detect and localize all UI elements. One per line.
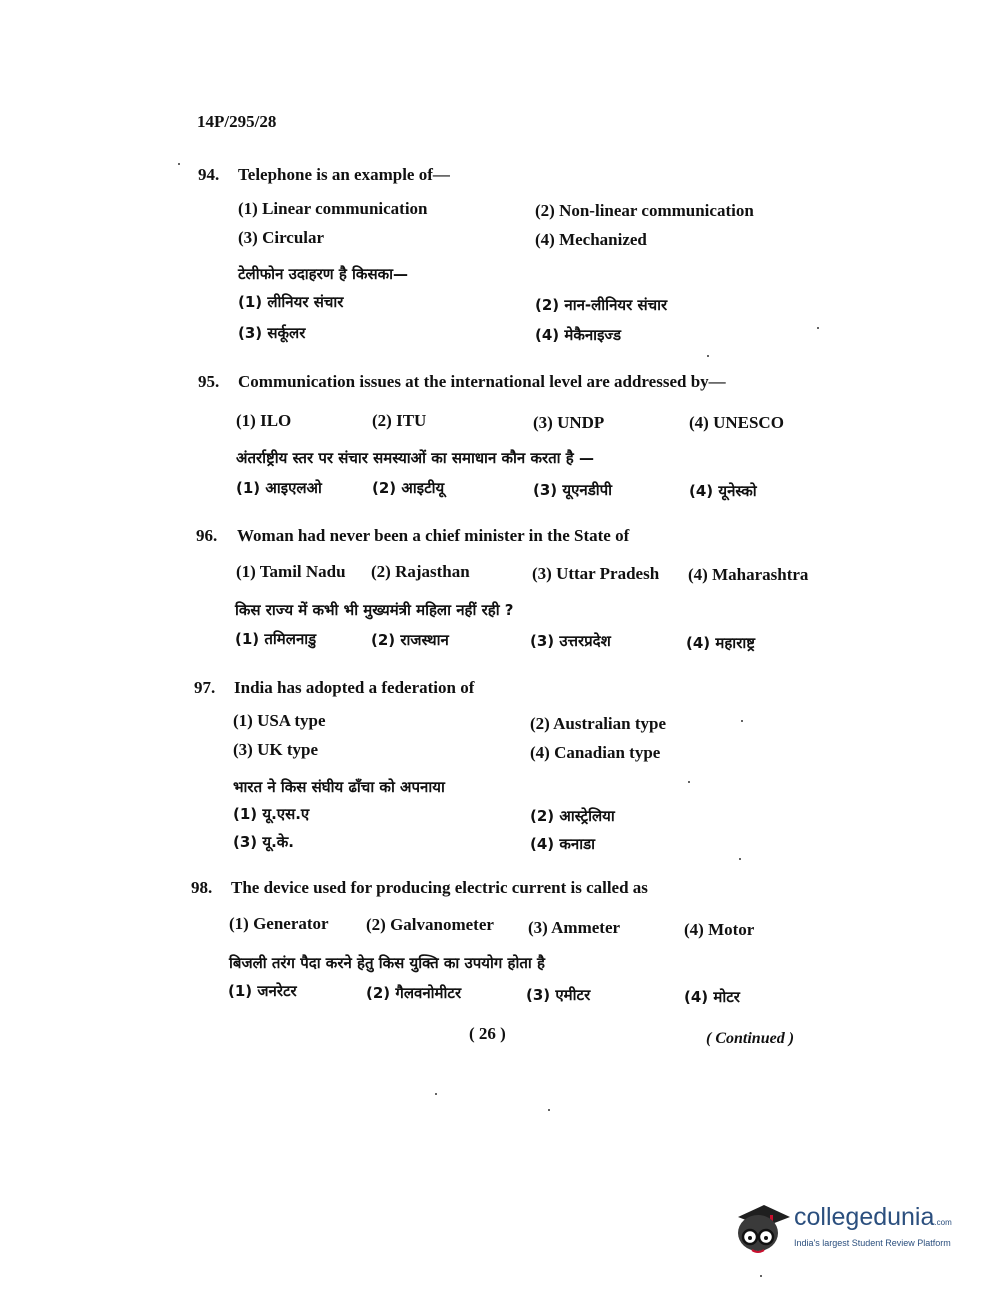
hindi-option: (4) मेकैनाइज्ड	[535, 326, 622, 344]
hindi-question-text: टेलीफोन उदाहरण है किसका—	[238, 265, 408, 283]
hindi-option: (3) उत्तरप्रदेश	[530, 632, 611, 650]
option: (4) Motor	[684, 920, 755, 939]
option: (2) Rajasthan	[371, 562, 470, 581]
hindi-option: (2) गैलवनोमीटर	[366, 984, 462, 1002]
hindi-option: (3) यू.के.	[233, 833, 294, 851]
brand-word: collegedunia	[794, 1203, 935, 1231]
continued-label: ( Continued )	[706, 1030, 795, 1047]
option: (3) Uttar Pradesh	[532, 564, 660, 583]
question-text: Communication issues at the international level are addressed by—	[238, 372, 726, 391]
option: (3) Ammeter	[528, 918, 621, 937]
hindi-option: (1) आइएलओ	[236, 479, 322, 497]
option: (1) ILO	[236, 411, 292, 430]
hindi-option: (2) राजस्थान	[371, 631, 449, 649]
scan-speck	[178, 163, 180, 165]
scan-speck	[739, 858, 741, 860]
hindi-option: (2) नान-लीनियर संचार	[535, 296, 668, 314]
question-number: 98.	[191, 878, 213, 897]
hindi-option: (4) महाराष्ट्र	[686, 634, 755, 652]
option: (2) Non-linear communication	[535, 201, 754, 220]
scan-speck	[548, 1109, 550, 1111]
hindi-option: (3) एमीटर	[526, 986, 591, 1004]
option: (4) Canadian type	[530, 743, 661, 762]
brand-dotcom: .com	[934, 1218, 952, 1227]
hindi-option: (4) मोटर	[684, 988, 740, 1006]
option: (2) ITU	[372, 411, 427, 430]
question-number: 96.	[196, 526, 218, 545]
question-text: The device used for producing electric current is called as	[231, 878, 648, 897]
scan-speck	[688, 781, 690, 783]
option: (2) Galvanometer	[366, 915, 494, 934]
option: (3) UK type	[233, 740, 318, 759]
option: (1) USA type	[233, 711, 326, 730]
hindi-option: (3) यूएनडीपी	[533, 481, 613, 499]
hindi-option: (1) लीनियर संचार	[238, 293, 344, 311]
option: (4) Mechanized	[535, 230, 647, 249]
option: (3) UNDP	[533, 413, 605, 432]
question-number: 95.	[198, 372, 220, 391]
hindi-option: (3) सर्कूलर	[238, 324, 306, 342]
question-text: India has adopted a federation of	[234, 678, 475, 697]
hindi-option: (4) यूनेस्को	[689, 482, 757, 500]
hindi-option: (1) तमिलनाडु	[235, 630, 317, 648]
question-number: 94.	[198, 165, 220, 184]
option: (3) Circular	[238, 228, 325, 247]
question-text: Woman had never been a chief minister in the State of	[237, 526, 630, 545]
page-number: ( 26 )	[469, 1024, 506, 1043]
question-text: Telephone is an example of—	[238, 165, 450, 184]
scan-speck	[707, 355, 709, 357]
brand-tagline: India's largest Student Review Platform	[794, 1238, 951, 1248]
student-mascot-icon	[730, 1195, 790, 1259]
scan-speck	[817, 327, 819, 329]
hindi-option: (1) जनरेटर	[228, 982, 297, 1000]
hindi-question-text: अंतर्राष्ट्रीय स्तर पर संचार समस्याओं का समाधान कौन करता है —	[236, 449, 594, 467]
option: (4) UNESCO	[689, 413, 784, 432]
option: (1) Generator	[229, 914, 329, 933]
brand-name	[794, 1203, 952, 1232]
option: (1) Linear communication	[238, 199, 428, 218]
question-number: 97.	[194, 678, 216, 697]
hindi-question-text: किस राज्य में कभी भी मुख्यमंत्री महिला नहीं रही ?	[235, 601, 514, 619]
option: (4) Maharashtra	[688, 565, 809, 584]
hindi-option: (1) यू.एस.ए	[233, 805, 310, 823]
scan-speck	[760, 1275, 762, 1277]
scan-speck	[741, 720, 743, 722]
hindi-option: (2) आइटीयू	[372, 479, 445, 497]
scan-speck	[435, 1093, 437, 1095]
collegedunia-watermark	[730, 1195, 970, 1265]
paper-code: 14P/295/28	[197, 112, 277, 131]
hindi-option: (4) कनाडा	[530, 835, 596, 853]
hindi-question-text: बिजली तरंग पैदा करने हेतु किस युक्ति का उपयोग होता है	[229, 954, 545, 972]
option: (1) Tamil Nadu	[236, 562, 346, 581]
hindi-option: (2) आस्ट्रेलिया	[530, 807, 615, 825]
option: (2) Australian type	[530, 714, 666, 733]
hindi-question-text: भारत ने किस संघीय ढाँचा को अपनाया	[233, 778, 445, 796]
